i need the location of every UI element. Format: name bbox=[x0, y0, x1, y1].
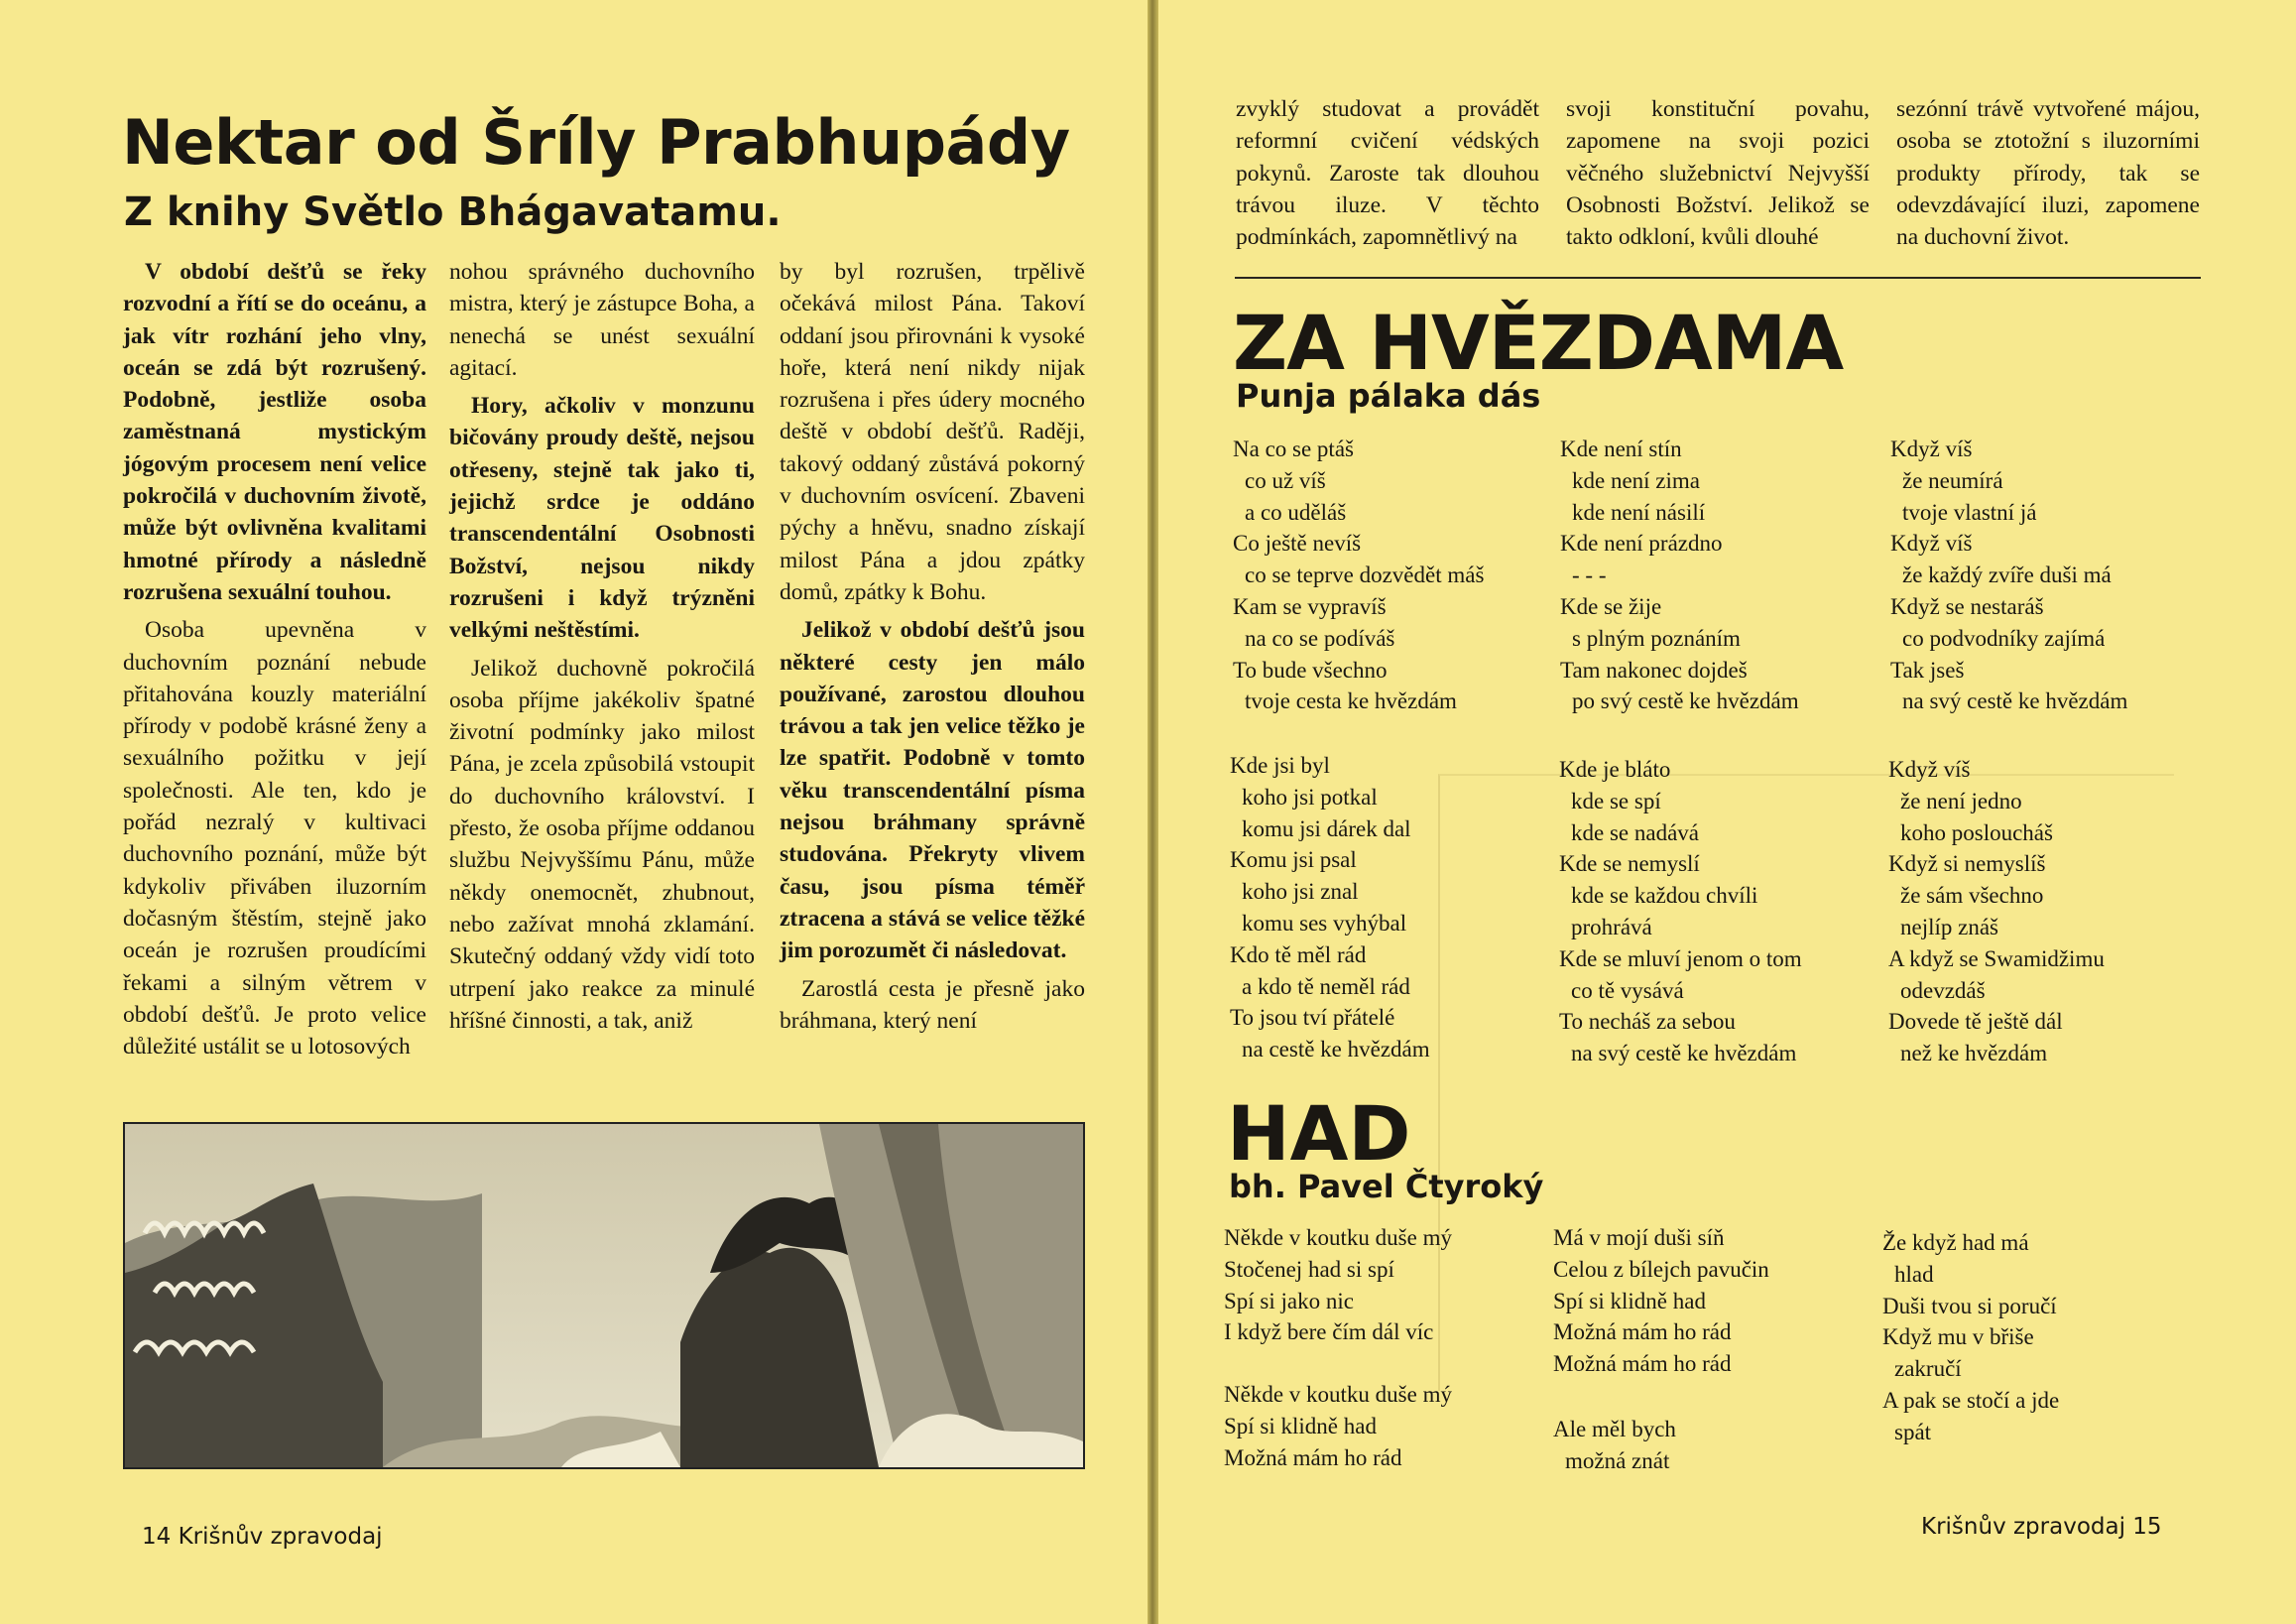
poem-line: Kam se vypravíš bbox=[1233, 593, 1387, 619]
poem-line: na co se podíváš bbox=[1245, 625, 1395, 651]
article-column-1 bbox=[123, 256, 426, 1068]
poem-line: a co uděláš bbox=[1245, 499, 1347, 525]
poem1-stanza bbox=[1890, 434, 2127, 717]
poem-line: Dovede tě ještě dál bbox=[1888, 1009, 2063, 1035]
poem2-stanza bbox=[1882, 1227, 2059, 1448]
poem-line: Když víš bbox=[1888, 757, 1971, 782]
poem-line: Kde není stín bbox=[1560, 437, 1682, 461]
poem-line: Kde není prázdno bbox=[1560, 531, 1723, 557]
poem-line: na svý cestě ke hvězdám bbox=[1571, 1041, 1797, 1066]
poem-line: že neumírá bbox=[1902, 467, 2003, 493]
poem-line: Tak jseš bbox=[1890, 657, 1965, 683]
article-paragraph: nohou správného duchovního mistra, který je zástupce Boha, a nenechá se unést sexuální agitací. bbox=[449, 259, 755, 381]
poem-line: na svý cestě ke hvězdám bbox=[1902, 688, 2128, 714]
article-paragraph: Jelikož duchovně pokročilá osoba příjme jakékoliv špatné životní podmínky jako milost Pána, je zcela způsobilá vstoupit do duchovního království. I přesto, že osoba příjme oddanou službu Nejvyššímu Pánu, může někdy onemocnět, zhubnout, nebo zažívat mnohá zklamání. Skutečný oddaný vždy vidí toto utrpení jako reakce za minulé hříšné činnosti, a tak, aniž bbox=[449, 655, 755, 1034]
page-number-left: 14 Krišnův zpravodaj bbox=[142, 1524, 383, 1550]
continued-column-2: svoji konstituční povahu, zapomene na svoji pozici věčného služebnictví Nejvyšší Osobnosti Božství. Jelikož se takto odkloní, kvůli dlouhé bbox=[1566, 96, 1870, 251]
poem-line: Možná mám ho rád bbox=[1553, 1319, 1732, 1345]
poem1-stanza bbox=[1233, 434, 1484, 717]
article-paragraph: V období dešťů se řeky rozvodní a řítí se do oceánu, a jak vítr rozhání jeho vlny, oceán se zdá být rozrušený. Podobně, jestliže osoba zaměstnaná mystickým jógovým procesem není velice pokročilá v duchovním životě, může být ovlivněna kvalitami hmotné přírody a následně rozrušena sexuální touhou. bbox=[123, 259, 426, 605]
poem-line: Když víš bbox=[1890, 531, 1973, 557]
poem2-stanza bbox=[1224, 1379, 1452, 1473]
poem-line: Duši tvou si poručí bbox=[1882, 1293, 2057, 1318]
poem-line: tvoje cesta ke hvězdám bbox=[1245, 688, 1457, 714]
poem-line: že každý zvíře duši má bbox=[1902, 562, 2112, 588]
poem-line: koho jsi potkal bbox=[1242, 784, 1378, 810]
article-paragraph: Hory, ačkoliv v monzunu bičovány proudy deště, nejsou otřeseny, stejně tak jako ti, jejichž srdce je oddáno transcendentální Osobnosti Božství, nejsou nikdy rozrušeni i když trýzněni velkými neštěstími. bbox=[449, 393, 755, 644]
poem-line: Že když had má bbox=[1882, 1230, 2029, 1255]
article-paragraph: Osoba upevněna v duchovním poznání nebude přitahována kouzly materiální přírody v podobě krásné ženy a sexuálního požitku v její společnosti. Ale ten, kdo je pořád nezralý v kultivaci duchovního poznání, může být kdykoliv přiváben iluzorním dočasným štěstím, stejně jako oceán je rozrušen proudícími řekami a silným větrem v období dešťů. Je proto velice důležité ustálit se u lotosových bbox=[123, 617, 426, 1061]
poem-line: Kde se žije bbox=[1560, 593, 1662, 619]
poem-line: Tam nakonec dojdeš bbox=[1560, 657, 1748, 683]
article-paragraph: Zarostlá cesta je přesně jako bráhmana, který není bbox=[780, 975, 1085, 1034]
poem-line: To bude všechno bbox=[1233, 657, 1388, 683]
poem-line: Kde se nemyslí bbox=[1559, 851, 1700, 877]
poem-line: s plným poznáním bbox=[1572, 625, 1741, 651]
poem-line: a kdo tě neměl rád bbox=[1242, 973, 1410, 999]
poem-line: odevzdáš bbox=[1900, 977, 1986, 1003]
poem-line: Kdo tě měl rád bbox=[1230, 941, 1367, 967]
article-paragraph: by byl rozrušen, trpělivě očekává milost Pána. Takoví oddaní jsou přirovnáni k vysoké hoře, která není nikdy nijak rozrušena i přes údery mocného deště v období dešťů. Raději, takový oddaný zůstává pokorný v duchovním osvícení. Zbaveni pýchy a hněvu, snadno získají milost Pána a jdou zpátky domů, zpátky k Bohu. bbox=[780, 259, 1085, 605]
poem2-stanza bbox=[1553, 1222, 1769, 1380]
poem-line: Když si nemyslíš bbox=[1888, 851, 2046, 877]
poem-line: hlad bbox=[1894, 1261, 1934, 1287]
poem-line: koho posloucháš bbox=[1900, 819, 2053, 845]
poem2-stanza bbox=[1224, 1222, 1452, 1348]
poem-line: co tě vysává bbox=[1571, 977, 1684, 1003]
poem-line: co podvodníky zajímá bbox=[1902, 625, 2106, 651]
poem-line: A když se Swamidžimu bbox=[1888, 945, 2105, 971]
continued-column-1: zvyklý studovat a provádět reformní cvičení védských pokynů. Zaroste tak dlouhou trávou iluze. V těchto podmínkách, zapomnětlivý na bbox=[1236, 96, 1539, 251]
poem-line: prohrává bbox=[1571, 914, 1652, 939]
poem-line: kde se každou chvíli bbox=[1571, 883, 1758, 909]
poem-author-had: bh. Pavel Čtyroký bbox=[1229, 1168, 1544, 1205]
poem-line: nejlíp znáš bbox=[1900, 914, 1998, 939]
poem-line: Někde v koutku duše mý bbox=[1224, 1382, 1452, 1407]
poem-line: - - - bbox=[1572, 562, 1607, 588]
poem1-stanza bbox=[1230, 750, 1430, 1065]
article-column-2 bbox=[449, 256, 755, 1043]
article-paragraph: Jelikož v období dešťů jsou některé cesty jen málo používané, zarostou dlouhou trávou a tak jen velice těžko je lze spatřit. Podobně v tomto věku transcendentální písma nejsou bráhmany správně studována. Překryty vlivem času, jsou písma téměř ztracena a stává se velice těžké jim porozumět či následovat. bbox=[780, 617, 1085, 964]
poem-line: A pak se stočí a jde bbox=[1882, 1387, 2060, 1413]
poem-line: Stočenej had si spí bbox=[1224, 1256, 1394, 1282]
poem-line: Celou z bílejch pavučin bbox=[1553, 1256, 1769, 1282]
poem-line: To jsou tví přátelé bbox=[1230, 1005, 1395, 1031]
poem-line: spát bbox=[1894, 1419, 1932, 1444]
poem-line: komu jsi dárek dal bbox=[1242, 815, 1411, 841]
poem-line: že sám všechno bbox=[1900, 883, 2044, 909]
poem-line: Spí si jako nic bbox=[1224, 1288, 1354, 1313]
section-divider bbox=[1235, 277, 2201, 279]
poem-line: Ale měl bych bbox=[1553, 1417, 1676, 1441]
poem-line: Když víš bbox=[1890, 437, 1973, 461]
poem-line: Kde se mluví jenom o tom bbox=[1559, 945, 1802, 971]
poem-title-za-hvezdama: ZA HVĚZDAMA bbox=[1233, 299, 1844, 387]
poem-line: co se teprve dozvědět máš bbox=[1245, 562, 1485, 588]
poem-line: Možná mám ho rád bbox=[1553, 1351, 1732, 1377]
continued-column-3: sezónní trávě vytvořené májou, osoba se ztotožní s iluzorními produkty přírody, tak se odevzdávající iluzi, zapomene na duchovní život. bbox=[1896, 96, 2200, 251]
poem-line: kde se nadává bbox=[1571, 819, 1699, 845]
poem-line: Kde jsi byl bbox=[1230, 753, 1330, 778]
poem-line: Někde v koutku duše mý bbox=[1224, 1225, 1452, 1250]
poem-line: že není jedno bbox=[1900, 788, 2022, 813]
poem-line: Komu jsi psal bbox=[1230, 847, 1357, 873]
poem-line: co už víš bbox=[1245, 467, 1326, 493]
poem-line: Když mu v břiše bbox=[1882, 1324, 2034, 1350]
poem1-stanza bbox=[1888, 754, 2105, 1069]
page-number-right: Krišnův zpravodaj 15 bbox=[1921, 1514, 2162, 1540]
landscape-illustration bbox=[123, 1122, 1085, 1469]
poem-author-za-hvezdama: Punja pálaka dás bbox=[1236, 377, 1541, 415]
poem-line: Spí si klidně had bbox=[1224, 1413, 1377, 1438]
poem-line: Má v mojí duši síň bbox=[1553, 1225, 1725, 1250]
poem-line: komu ses vyhýbal bbox=[1242, 910, 1407, 936]
poem1-stanza bbox=[1560, 434, 1799, 717]
poem-line: kde není zima bbox=[1572, 467, 1701, 493]
poem-line: Na co se ptáš bbox=[1233, 437, 1354, 461]
poem-line: tvoje vlastní já bbox=[1902, 499, 2037, 525]
poem-line: možná znát bbox=[1565, 1447, 1670, 1473]
poem-line: koho jsi znal bbox=[1242, 879, 1359, 905]
poem-title-had: HAD bbox=[1227, 1089, 1411, 1178]
poem-line: To necháš za sebou bbox=[1559, 1009, 1736, 1035]
poem-line: I když bere čím dál víc bbox=[1224, 1319, 1434, 1345]
poem-line: zakručí bbox=[1894, 1356, 1962, 1382]
article-column-3 bbox=[780, 256, 1085, 1043]
poem-line: kde není násilí bbox=[1572, 499, 1706, 525]
poem1-stanza bbox=[1559, 754, 1802, 1069]
article-subtitle: Z knihy Světlo Bhágavatamu. bbox=[124, 189, 782, 235]
poem-line: kde se spí bbox=[1571, 788, 1661, 813]
poem-line: Co ještě nevíš bbox=[1233, 531, 1362, 557]
poem-line: Když se nestaráš bbox=[1890, 593, 2044, 619]
article-title: Nektar od Šríly Prabhupády bbox=[122, 106, 1070, 179]
poem-line: po svý cestě ke hvězdám bbox=[1572, 688, 1799, 714]
poem2-stanza bbox=[1553, 1414, 1676, 1477]
poem-line: Kde je bláto bbox=[1559, 757, 1671, 782]
poem-line: než ke hvězdám bbox=[1900, 1041, 2048, 1066]
poem-line: Spí si klidně had bbox=[1553, 1288, 1706, 1313]
poem-line: Možná mám ho rád bbox=[1224, 1444, 1402, 1470]
poem-line: na cestě ke hvězdám bbox=[1242, 1037, 1430, 1062]
book-gutter bbox=[1148, 0, 1158, 1624]
